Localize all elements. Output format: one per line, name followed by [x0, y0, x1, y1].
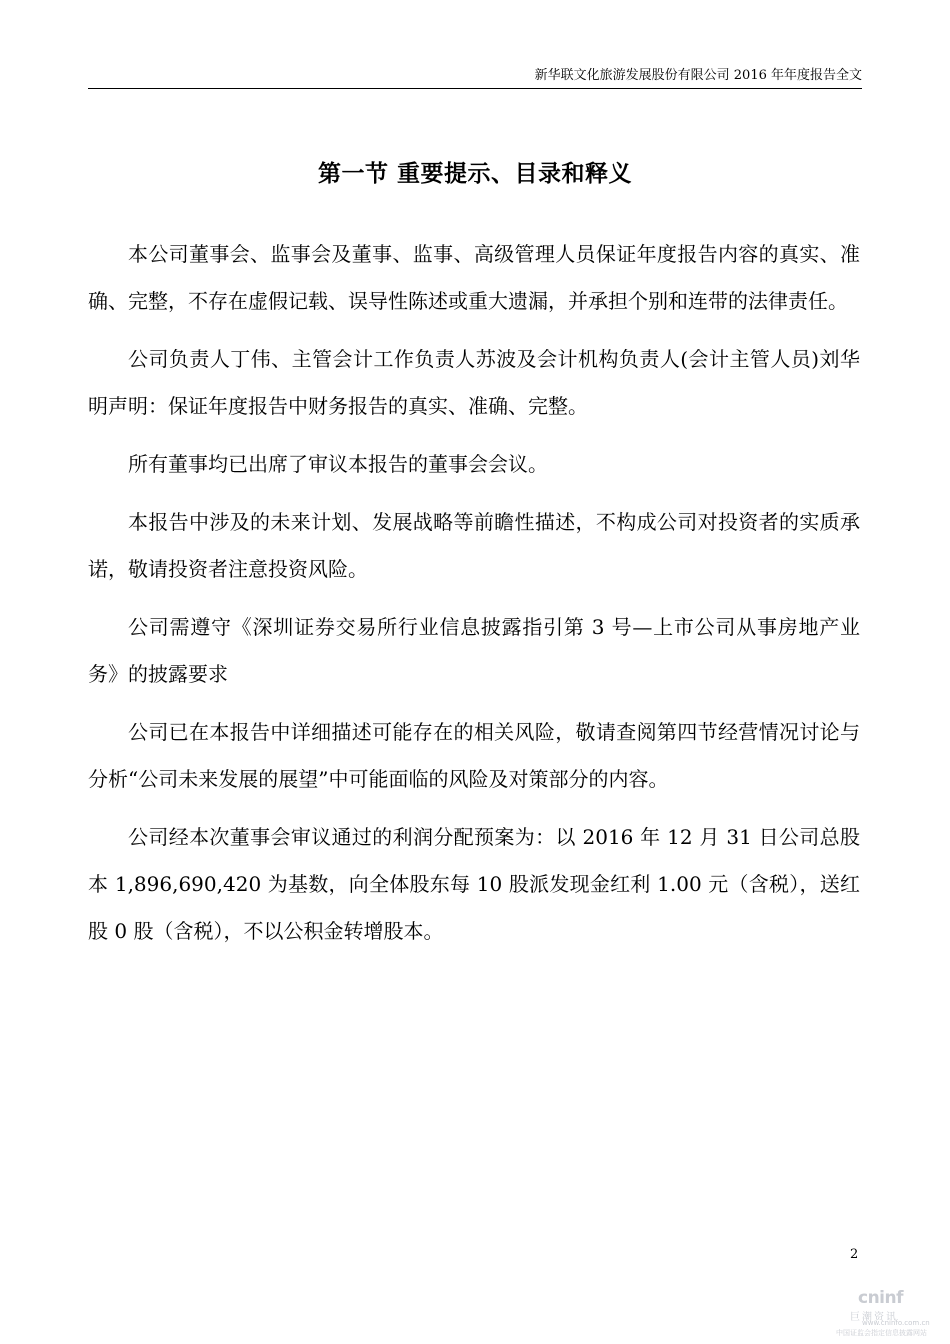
section-title: 第一节 重要提示、目录和释义: [317, 160, 632, 187]
watermark-brand: cninf: [858, 1288, 904, 1308]
paragraph-7: 公司经本次董事会审议通过的利润分配预案为：以 2016 年 12 月 31 日公司总股本 1,896,690,420 为基数，向全体股东每 10 股派发现金红利 1.00 元（含税），送红股 0 股（含税），不以公积金转增股本。: [88, 825, 860, 943]
paragraph-6: 公司已在本报告中详细描述可能存在的相关风险，敬请查阅第四节经营情况讨论与分析“公司未来发展的展望”中可能面临的风险及对策部分的内容。: [88, 720, 860, 791]
paragraph-4: 本报告中涉及的未来计划、发展战略等前瞻性描述，不构成公司对投资者的实质承诺，敬请投资者注意投资风险。: [88, 510, 860, 581]
watermark-subtitle: 中国证监会指定信息披露网站: [836, 1329, 927, 1337]
paragraph-2: 公司负责人丁伟、主管会计工作负责人苏波及会计机构负责人(会计主管人员)刘华明声明：保证年度报告中财务报告的真实、准确、完整。: [88, 347, 860, 418]
paragraph-3: 所有董事均已出席了审议本报告的董事会会议。: [128, 452, 548, 476]
watermark-brand-cn: 巨潮资讯: [850, 1312, 898, 1323]
page-number: 2: [850, 1247, 859, 1262]
paragraph-1: 本公司董事会、监事会及董事、监事、高级管理人员保证年度报告内容的真实、准确、完整，不存在虚假记载、误导性陈述或重大遗漏，并承担个别和连带的法律责任。: [88, 242, 860, 313]
cninfo-watermark: [836, 1288, 944, 1338]
header-divider: [88, 88, 862, 89]
paragraph-5: 公司需遵守《深圳证券交易所行业信息披露指引第 3 号—上市公司从事房地产业务》的披露要求: [88, 615, 860, 686]
watermark-url: www.cninfo.com.cn: [862, 1319, 930, 1327]
report-header-title: 新华联文化旅游发展股份有限公司 2016 年年度报告全文: [534, 68, 862, 83]
document-body: [88, 231, 860, 966]
